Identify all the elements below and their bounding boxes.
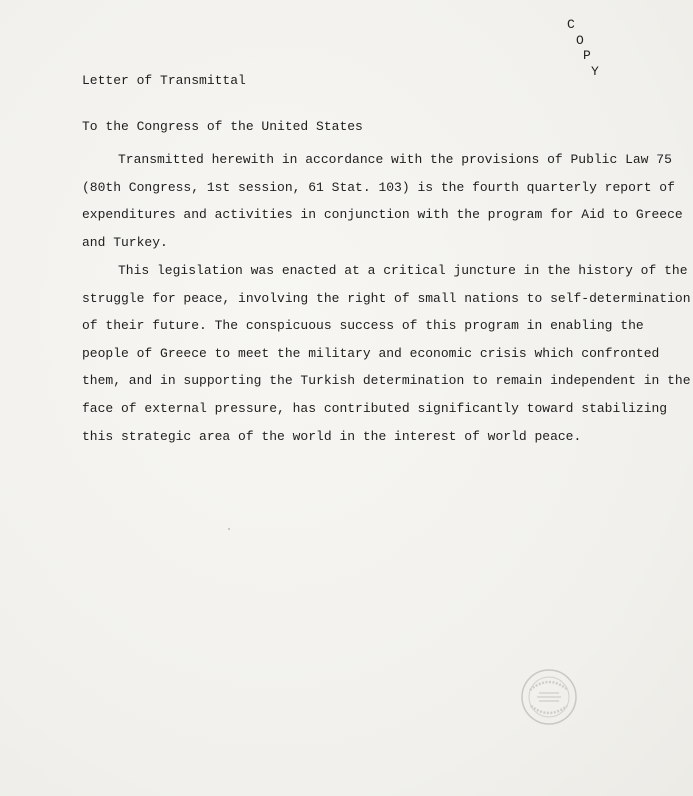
paragraph-2 bbox=[82, 257, 691, 450]
paragraph-2-line: this strategic area of the world in the interest of world peace. bbox=[82, 428, 582, 444]
copy-mark-o: O bbox=[576, 33, 584, 48]
paragraph-1-line: expenditures and activities in conjunction with the program for Aid to Greece bbox=[82, 207, 683, 223]
copy-mark-y: Y bbox=[591, 64, 599, 79]
copy-mark-c: C bbox=[567, 17, 575, 32]
paragraph-2-line: This legislation was enacted at a critical juncture in the history of the bbox=[118, 263, 688, 278]
paragraph-1-line: and Turkey. bbox=[82, 234, 168, 250]
letter-salutation: To the Congress of the United States bbox=[82, 119, 363, 134]
paragraph-1 bbox=[82, 146, 683, 256]
paragraph-2-line: them, and in supporting the Turkish determination to remain independent in the bbox=[82, 373, 691, 389]
paragraph-1-line: Transmitted herewith in accordance with the provisions of Public Law 75 bbox=[118, 152, 672, 167]
paragraph-2-line: people of Greece to meet the military and economic crisis which confronted bbox=[82, 345, 660, 361]
paragraph-2-line: of their future. The conspicuous success of this program in enabling the bbox=[82, 318, 644, 334]
paragraph-2-line: face of external pressure, has contributed significantly toward stabilizing bbox=[82, 400, 668, 416]
paper-speck bbox=[228, 528, 230, 530]
letter-heading: Letter of Transmittal bbox=[82, 73, 246, 88]
copy-mark-p: P bbox=[583, 48, 591, 63]
paragraph-2-line: struggle for peace, involving the right of small nations to self-determination bbox=[82, 290, 691, 306]
library-stamp-seal bbox=[520, 668, 578, 726]
paragraph-1-line: (80th Congress, 1st session, 61 Stat. 103) is the fourth quarterly report of bbox=[82, 179, 675, 195]
